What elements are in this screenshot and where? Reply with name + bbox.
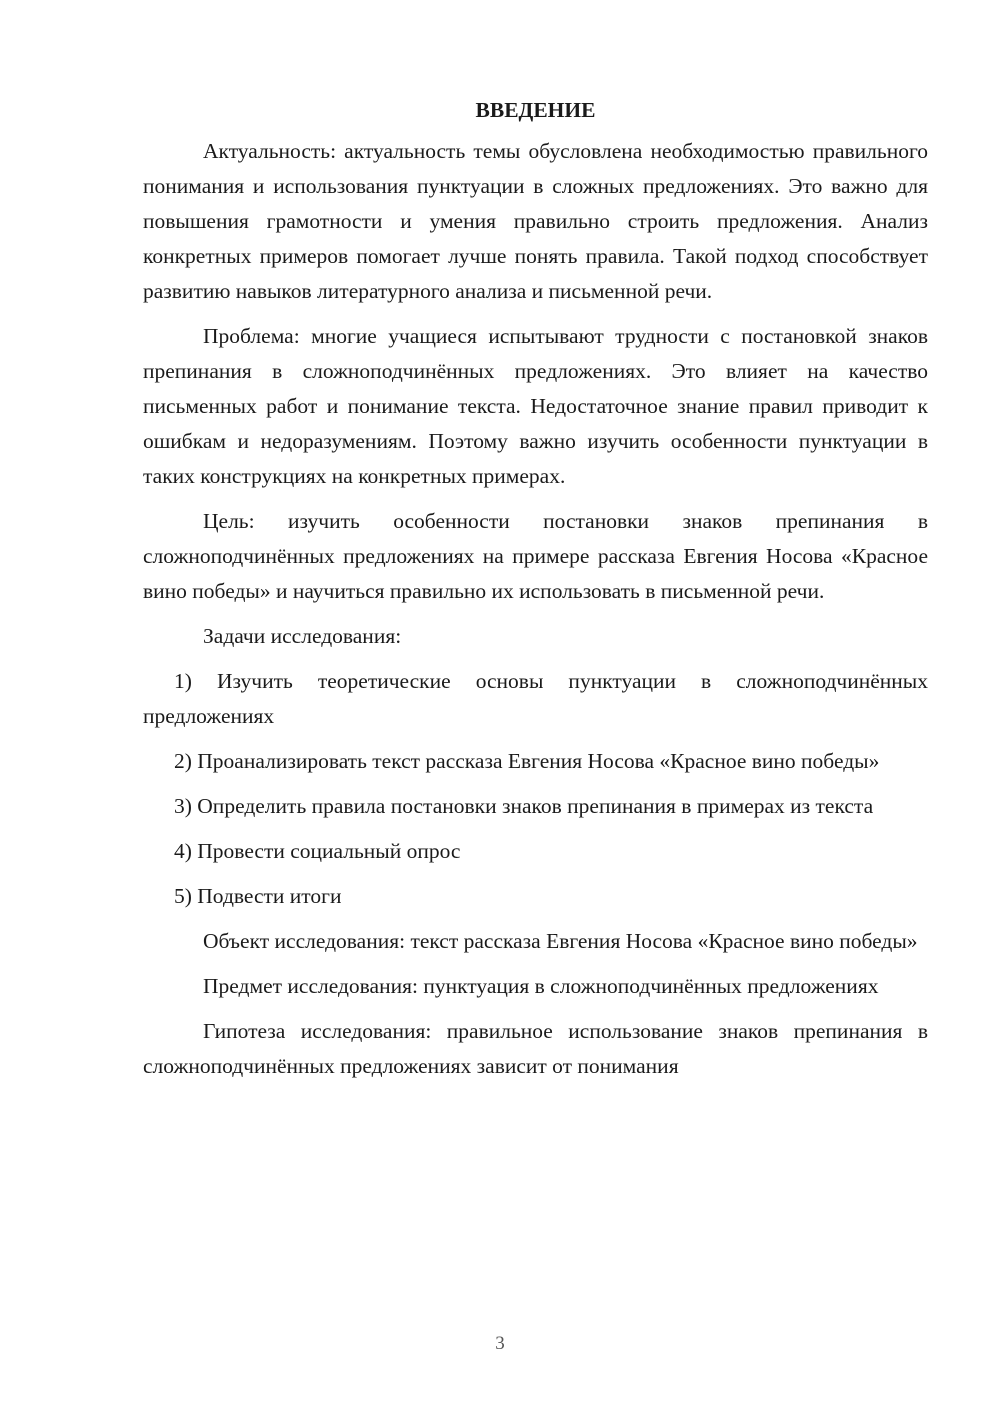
paragraph-hypothesis: Гипотеза исследования: правильное использование знаков препинания в сложноподчинённых предложениях зависит от понимания	[143, 1019, 928, 1078]
task-item-5: 5) Подвести итоги	[174, 884, 342, 908]
paragraph-tasks-heading: Задачи исследования:	[203, 624, 402, 648]
task-item-2: 2) Проанализировать текст рассказа Евгения Носова «Красное вино победы»	[174, 749, 880, 773]
task-item-3: 3) Определить правила постановки знаков препинания в примерах из текста	[174, 794, 874, 818]
section-title: ВВЕДЕНИЕ	[475, 98, 596, 122]
task-item-1: 1) Изучить теоретические основы пунктуации в сложноподчинённых предложениях	[143, 669, 928, 728]
page-number: 3	[495, 1333, 505, 1354]
paragraph-subject: Предмет исследования: пунктуация в сложноподчинённых предложениях	[203, 974, 879, 998]
paragraph-goal: Цель: изучить особенности постановки знаков препинания в сложноподчинённых предложениях на примере рассказа Евгения Носова «Красное вино победы» и научиться правильно их использовать в письменной речи.	[143, 509, 928, 603]
paragraph-problem: Проблема: многие учащиеся испытывают трудности с постановкой знаков препинания в сложноподчинённых предложениях. Это влияет на качество письменных работ и понимание текста. Недостаточное знание правил приводит к ошибкам и недоразумениям. Поэтому важно изучить особенности пунктуации в таких конструкциях на конкретных примерах.	[143, 324, 928, 488]
document-page	[143, 95, 928, 1094]
paragraph-relevance: Актуальность: актуальность темы обусловлена необходимостью правильного понимания и использования пунктуации в сложных предложениях. Это важно для повышения грамотности и умения правильно строить предложения. Анализ конкретных примеров помогает лучше понять правила. Такой подход способствует развитию навыков литературного анализа и письменной речи.	[143, 139, 928, 303]
paragraph-object: Объект исследования: текст рассказа Евгения Носова «Красное вино победы»	[203, 929, 918, 953]
task-item-4: 4) Провести социальный опрос	[174, 839, 461, 863]
